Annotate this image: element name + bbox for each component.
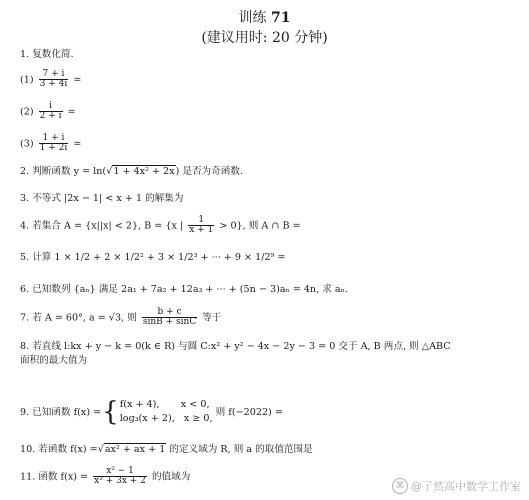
page-subtitle: (建议用时: 20 分钟) bbox=[201, 30, 328, 46]
problem-8-line-2: 面积的最大值为 bbox=[20, 355, 88, 366]
title-text: 训练 bbox=[238, 10, 267, 26]
fraction: $\frac{b + c}{\sin B + \sin C}$ bbox=[142, 307, 197, 328]
fraction: $\frac{1}{x + 1}$ bbox=[189, 215, 214, 236]
watermark: ⌘ @了然高中数学工作室 bbox=[392, 478, 521, 494]
problem-10: 10. 若函数 f(x) =√ax² + ax + 1 的定义域为 R, 则 a 的取值范围是 bbox=[20, 444, 313, 455]
page-title bbox=[0, 7, 529, 27]
problem-1-part-3: (3) $\frac{1 + i}{1 + 2i}$ = bbox=[20, 133, 82, 154]
fraction: $\frac{1 + i}{1 + 2i}$ bbox=[39, 133, 68, 154]
problem-6: 6. 已知数列 {aₙ} 满足 2a₁ + 7a₂ + 12a₃ + ··· + (5n − 3)aₙ = 4n, 求 aₙ. bbox=[20, 284, 348, 295]
fraction: $\frac{\text{x² − 1}}{\text{x² + 3x + 2}}$ bbox=[94, 466, 146, 487]
problem-11: 11. 函数 f(x) = $\frac{\text{x² − 1}}{\text{x² + 3x + 2}}$ 的值域为 bbox=[20, 466, 191, 487]
problem-8-line-1: 8. 若直线 l:kx + y − k = 0(k ∈ R) 与圆 C:x² + y² − 4x − 2y − 3 = 0 交于 A, B 两点, 则 △ABC bbox=[20, 341, 451, 352]
problem-9: 9. 已知函数 f(x) ={ f(x + 4), x < 0, log₃(x + 2), x ≥ 0, 则 f(−2022) = bbox=[20, 397, 283, 428]
fraction: $\frac{i}{2 + i}$ bbox=[39, 101, 62, 122]
problem-1-part-2: (2) $\frac{i}{2 + i}$ = bbox=[20, 101, 76, 122]
fraction: $\frac{7 + i}{3 + 4i}$ bbox=[39, 69, 68, 90]
problem-1-part-1: (1) $\frac{7 + i}{3 + 4i}$ = bbox=[20, 69, 82, 90]
title-number: 71 bbox=[270, 10, 291, 26]
problem-7: 7. 若 A = 60°, a = √3, 则 $\frac{b + c}{\sin B + \sin C}$ 等于 bbox=[20, 307, 222, 328]
problem-5: 5. 计算 1 × 1/2 + 2 × 1/2² + 3 × 1/2³ + ··· + 9 × 1/2⁹ = bbox=[20, 252, 286, 263]
watermark-logo-icon: ⌘ bbox=[392, 478, 408, 494]
problem-2: 2. 判断函数 y = ln(√1 + 4x² + 2x) 是否为奇函数. bbox=[20, 166, 243, 177]
problem-1-heading: 1. 复数化简. bbox=[20, 49, 74, 60]
problem-4: 4. 若集合 A = {x||x| < 2}, B = {x | $\frac{1}{x + 1}$ > 0}, 则 A ∩ B = bbox=[20, 215, 301, 236]
problem-3: 3. 不等式 |2x − 1| < x + 1 的解集为 bbox=[20, 193, 184, 204]
